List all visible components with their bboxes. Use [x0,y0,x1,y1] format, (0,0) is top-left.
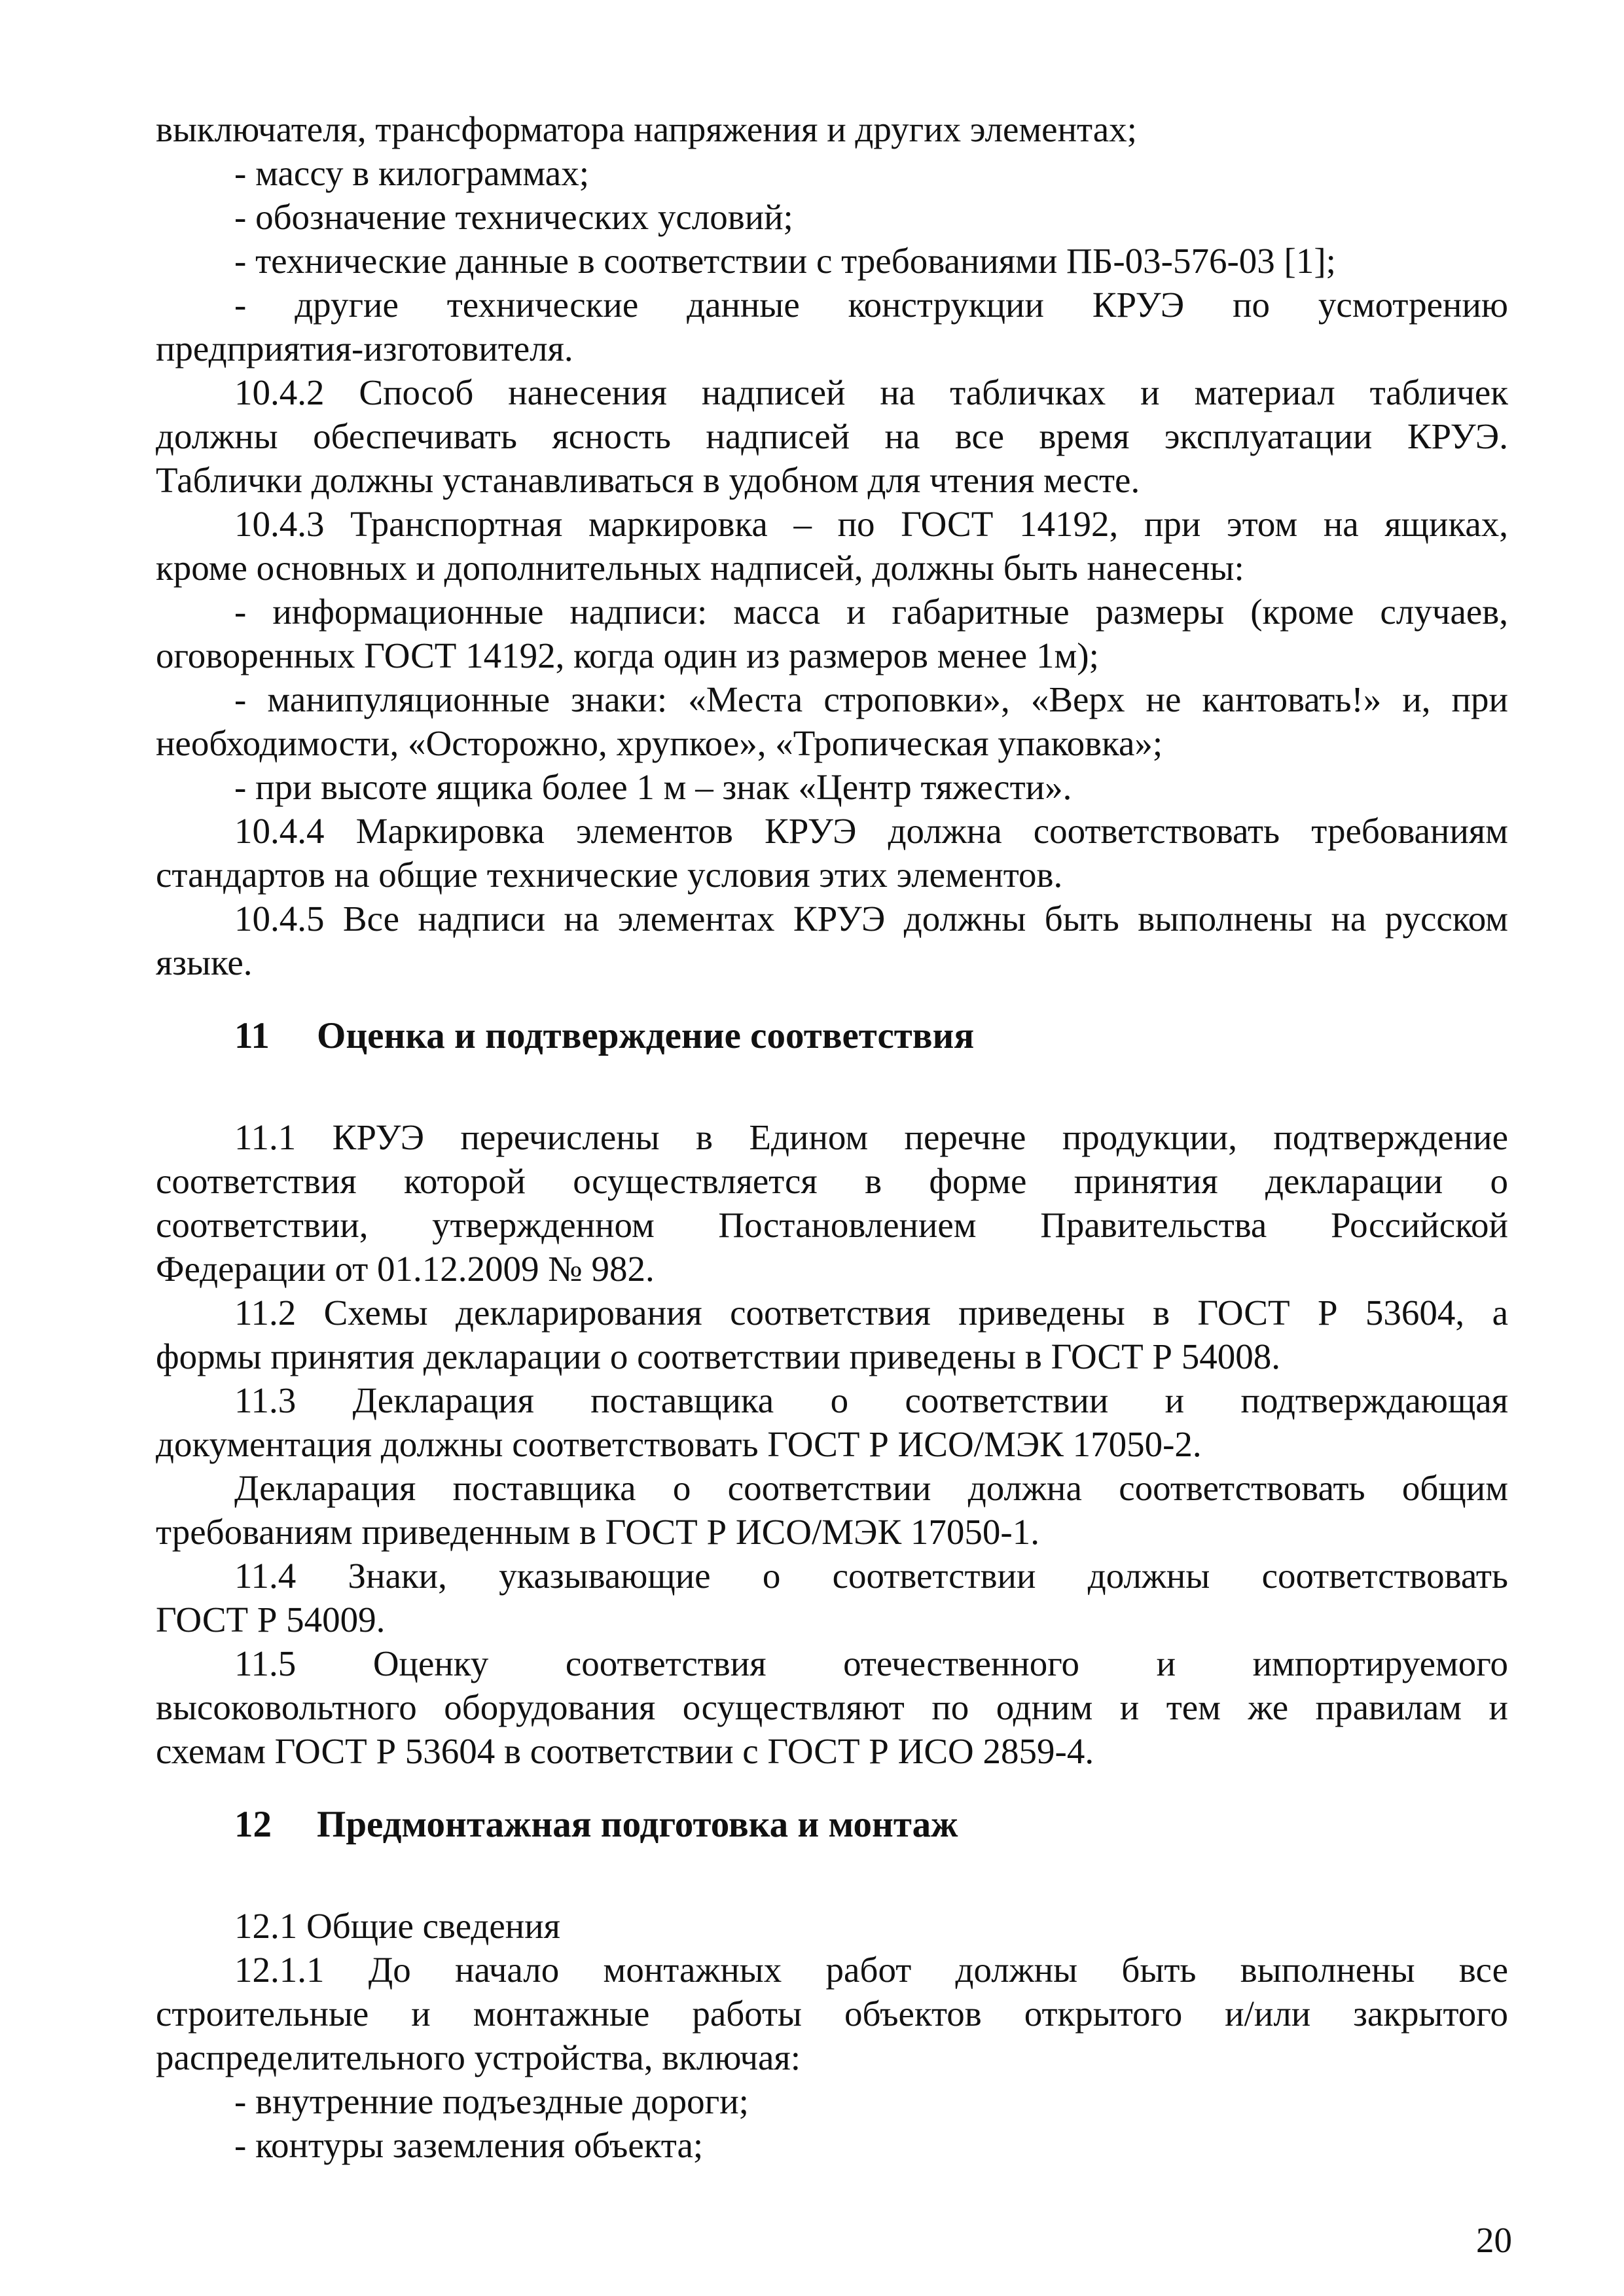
page-number: 20 [1476,2220,1512,2260]
text-line: высоковольтного оборудования осуществляют по одним и тем же правилам и [156,1687,1508,1727]
section-number: 12 [234,1804,272,1845]
text-line: распределительного устройства, включая: [156,2037,801,2077]
paragraph-11-1: 11.1 КРУЭ перечислены в Едином перечне продукции, подтверждение [234,1117,1508,1157]
list-item: - массу в килограммах; [234,153,589,193]
section-title: Предмонтажная подготовка и монтаж [317,1804,958,1845]
list-item: - технические данные в соответствии с требованиями ПБ-03-576-03 [1]; [234,241,1336,281]
text-line: языке. [156,942,253,982]
paragraph-11-5: 11.5 Оценку соответствия отечественного и импортируемого [234,1643,1508,1683]
list-item: - манипуляционные знаки: «Места строповки», «Верх не кантовать!» и, при [234,679,1508,719]
paragraph-10-4-3: 10.4.3 Транспортная маркировка – по ГОСТ 14192, при этом на ящиках, [234,504,1508,544]
paragraph-11-3: 11.3 Декларация поставщика о соответствии и подтверждающая [234,1380,1508,1420]
text-line: ГОСТ Р 54009. [156,1600,386,1640]
paragraph-10-4-5: 10.4.5 Все надписи на элементах КРУЭ должны быть выполнены на русском [234,899,1508,939]
paragraph-12-1-1: 12.1.1 До начало монтажных работ должны быть выполнены все [234,1950,1508,1990]
text-line: формы принятия декларации о соответствии приведены в ГОСТ Р 54008. [156,1336,1281,1376]
text-line: документация должны соответствовать ГОСТ Р ИСО/МЭК 17050-2. [156,1424,1202,1464]
section-title: Оценка и подтверждение соответствия [317,1015,975,1056]
list-item: - контуры заземления объекта; [234,2125,704,2165]
text-line: должны обеспечивать ясность надписей на все время эксплуатации КРУЭ. [156,416,1508,456]
list-item: - информационные надписи: масса и габаритные размеры (кроме случаев, [234,592,1508,632]
list-item: - внутренние подъездные дороги; [234,2081,749,2121]
text-line: стандартов на общие технические условия этих элементов. [156,855,1063,895]
text-line: предприятия-изготовителя. [156,329,573,368]
section-heading-11 [234,1013,974,1059]
text-line: соответствии, утвержденном Постановлением Правительства Российской [156,1205,1508,1245]
list-item: - другие технические данные конструкции КРУЭ по усмотрению [234,285,1508,325]
text-line: строительные и монтажные работы объектов открытого и/или закрытого [156,1994,1508,2034]
text-line: соответствия которой осуществляется в форме принятия декларации о [156,1161,1508,1201]
list-item: - обозначение технических условий; [234,197,793,237]
list-item: - при высоте ящика более 1 м – знак «Центр тяжести». [234,767,1072,807]
section-heading-12 [234,1802,958,1848]
paragraph-10-4-2: 10.4.2 Способ нанесения надписей на табличках и материал табличек [234,372,1508,412]
paragraph-11-2: 11.2 Схемы декларирования соответствия приведены в ГОСТ Р 53604, а [234,1293,1508,1333]
text-line: оговоренных ГОСТ 14192, когда один из размеров менее 1м); [156,636,1099,675]
text-line: необходимости, «Осторожно, хрупкое», «Тропическая упаковка»; [156,723,1163,763]
text-line: Федерации от 01.12.2009 № 982. [156,1249,655,1289]
text-line: Таблички должны устанавливаться в удобном для чтения месте. [156,460,1140,500]
subsection-12-1: 12.1 Общие сведения [234,1906,560,1946]
section-number: 11 [234,1015,270,1056]
text-line: выключателя, трансформатора напряжения и других элементах; [156,109,1137,149]
text-line: кроме основных и дополнительных надписей, должны быть нанесены: [156,548,1244,588]
paragraph-11-4: 11.4 Знаки, указывающие о соответствии должны соответствовать [234,1556,1508,1596]
text-line: схемам ГОСТ Р 53604 в соответствии с ГОСТ Р ИСО 2859-4. [156,1731,1094,1771]
paragraph-declaration: Декларация поставщика о соответствии должна соответствовать общим [234,1468,1508,1508]
text-line: требованиям приведенным в ГОСТ Р ИСО/МЭК 17050-1. [156,1512,1039,1552]
paragraph-10-4-4: 10.4.4 Маркировка элементов КРУЭ должна соответствовать требованиям [234,811,1508,851]
